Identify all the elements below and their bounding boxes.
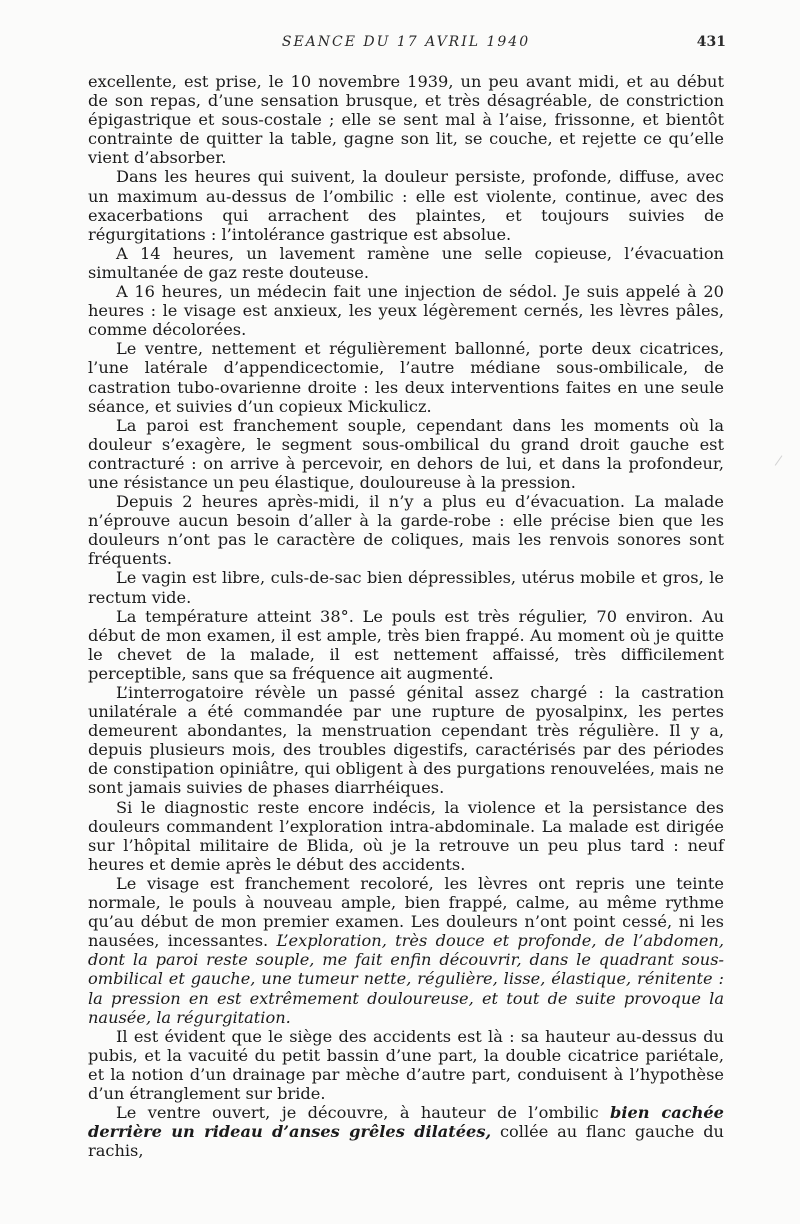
paragraph-10: L’interrogatoire révèle un passé génital assez chargé : la castration unilatérale a été commandée par une rupture de pyosalpinx, les pertes demeurent abondantes, la menstruation cependant très régulière. Il y a, depuis plusieurs mois, des troubles digestifs, caractérisés par des périodes de constipation opiniâtre, qui obligent à des purgations renouvelées, mais ne sont jamais suivies de phases diarrhéiques. (88, 683, 724, 798)
paragraph-8: Le vagin est libre, culs-de-sac bien dépressibles, utérus mobile et gros, le rectum vide. (88, 568, 724, 607)
paragraph-1: excellente, est prise, le 10 novembre 1939, un peu avant midi, et au début de son repas, d’une sensation brusque, et très désagréable, de constriction épigastrique et sous-costale ; elle se sent mal à l’aise, frissonne, et bientôt contrainte de quitter la table, gagne son lit, se couche, et rejette ce qu’elle vient d’absorber. (88, 72, 724, 168)
paragraph-12 (88, 874, 724, 1027)
paragraph-14-start: Le ventre ouvert, je découvre, à hauteur de l’ombilic (116, 1103, 611, 1123)
paragraph-6: La paroi est franchement souple, cependant dans les moments où la douleur s’exagère, le segment sous-ombilical du grand droit gauche est contracturé : on arrive à percevoir, en dehors de lui, et dans la profondeur, une résistance un peu élastique, douloureuse à la pression. (88, 415, 724, 492)
paragraph-14-end: collée au flanc gauche du rachis, (88, 1122, 724, 1161)
paragraph-4: A 16 heures, un médecin fait une injection de sédol. Je suis appelé à 20 heures : le visage est anxieux, les yeux légèrement cernés, les lèvres pâles, comme décolorées. (88, 282, 724, 340)
paragraph-9: La température atteint 38°. Le pouls est très régulier, 70 environ. Au début de mon examen, il est ample, très bien frappé. Au moment où je quitte le chevet de la malade, il est nettement affaissé, très difficilement perceptible, sans que sa fréquence ait augmenté. (88, 606, 724, 683)
body-text (88, 72, 724, 1160)
page-header (88, 33, 724, 51)
paragraph-7: Depuis 2 heures après-midi, il n’y a plus eu d’évacuation. La malade n’éprouve aucun besoin d’aller à la garde-robe : elle précise bien que les douleurs n’ont pas le caractère de coliques, mais les renvois sonores sont fréquents. (88, 492, 724, 569)
paragraph-13: Il est évident que le siège des accidents est là : sa hauteur au-dessus du pubis, et la vacuité du petit bassin d’une part, la double cicatrice pariétale, et la notion d’un drainage par mèche d’autre part, conduisent à l’hypothèse d’un étranglement sur bride. (88, 1026, 724, 1103)
paragraph-12-normal: Le visage est franchement recoloré, les lèvres ont repris une teinte normale, le pouls à nouveau ample, bien frappé, calme, au même rythme qu’au début de mon premier examen. Les douleurs n’ont point cessé, ni les nausées, incessantes. (88, 873, 724, 951)
paragraph-2: Dans les heures qui suivent, la douleur persiste, profonde, diffuse, avec un maximum au-dessus de l’ombilic : elle est violente, continue, avec des exacerbations qui arrachent des plaintes, et toujours suivies de régurgitations : l’intolérance gastrique est absolue. (88, 167, 724, 244)
paragraph-5: Le ventre, nettement et régulièrement ballonné, porte deux cicatrices, l’une latérale d’appendicectomie, l’autre médiane sous-ombilicale, de castration tubo-ovarienne droite : les deux interventions faites en une seule séance, et suivies d’un copieux Mickulicz. (88, 339, 724, 416)
paragraph-11: Si le diagnostic reste encore indécis, la violence et la persistance des douleurs commandent l’exploration intra-abdominale. La malade est dirigée sur l’hôpital militaire de Blida, où je la retrouve un peu plus tard : neuf heures et demie après le début des accidents. (88, 797, 724, 874)
paragraph-3: A 14 heures, un lavement ramène une selle copieuse, l’évacuation simultanée de gaz reste douteuse. (88, 243, 724, 282)
paragraph-12-italic: L’exploration, très douce et profonde, de l’abdomen, dont la paroi reste souple, me fait enfin découvrir, dans le quadrant sous-ombilical et gauche, une tumeur nette, régulière, lisse, élastique, rénitente : la pression en est extrêmement douloureuse, et tout de suite provoque la nausée, la régurgitation. (88, 931, 724, 1027)
running-title: SEANCE DU 17 AVRIL 1940 (281, 34, 531, 50)
margin-mark (775, 455, 793, 472)
paragraph-14-bold-italic: bien cachée derrière un rideau d’anses grêles dilatées, (88, 1103, 724, 1142)
page-number: 431 (696, 34, 726, 50)
paragraph-14 (88, 1103, 724, 1160)
